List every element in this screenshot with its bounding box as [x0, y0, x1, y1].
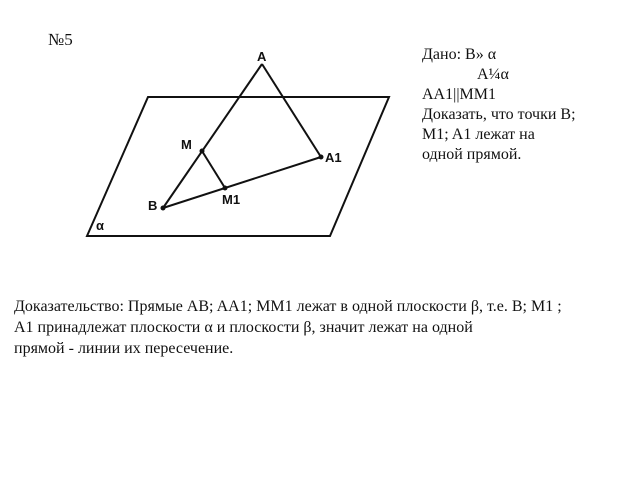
- label-a: A: [257, 49, 267, 64]
- label-m: M: [181, 137, 192, 152]
- segment-mm1: [202, 151, 225, 188]
- plane-alpha: [87, 97, 389, 236]
- label-b: B: [148, 198, 158, 213]
- segment-ab: [163, 64, 262, 208]
- given-line: Дано: B» α: [422, 46, 497, 63]
- label-plane-alpha: α: [96, 218, 104, 233]
- point-m: [200, 149, 205, 154]
- proof-block: [14, 296, 640, 359]
- given-line: AA1||MM1: [422, 86, 496, 103]
- proof-line: прямой - линии их пересечение.: [14, 340, 234, 357]
- segment-aa1: [262, 64, 321, 157]
- prove-line: Доказать, что точки B;: [422, 106, 576, 123]
- point-b: [161, 206, 166, 211]
- proof-line: A1 принадлежат плоскости α и плоскости β, значит лежат на одной: [14, 319, 473, 336]
- point-a1: [319, 155, 324, 160]
- prove-line: одной прямой.: [422, 146, 522, 163]
- proof-line: Доказательство: Прямые AB; AA1; MM1 лежат в одной плоскости β, т.е. B; M1 ;: [14, 298, 562, 315]
- given-line: A¼α: [477, 66, 509, 83]
- problem-number: №5: [48, 30, 73, 49]
- point-m1: [223, 186, 228, 191]
- prove-line: M1; A1 лежат на: [422, 126, 535, 143]
- segment-ba1: [163, 157, 321, 208]
- label-m1: M1: [222, 192, 241, 207]
- label-a1: A1: [325, 150, 342, 165]
